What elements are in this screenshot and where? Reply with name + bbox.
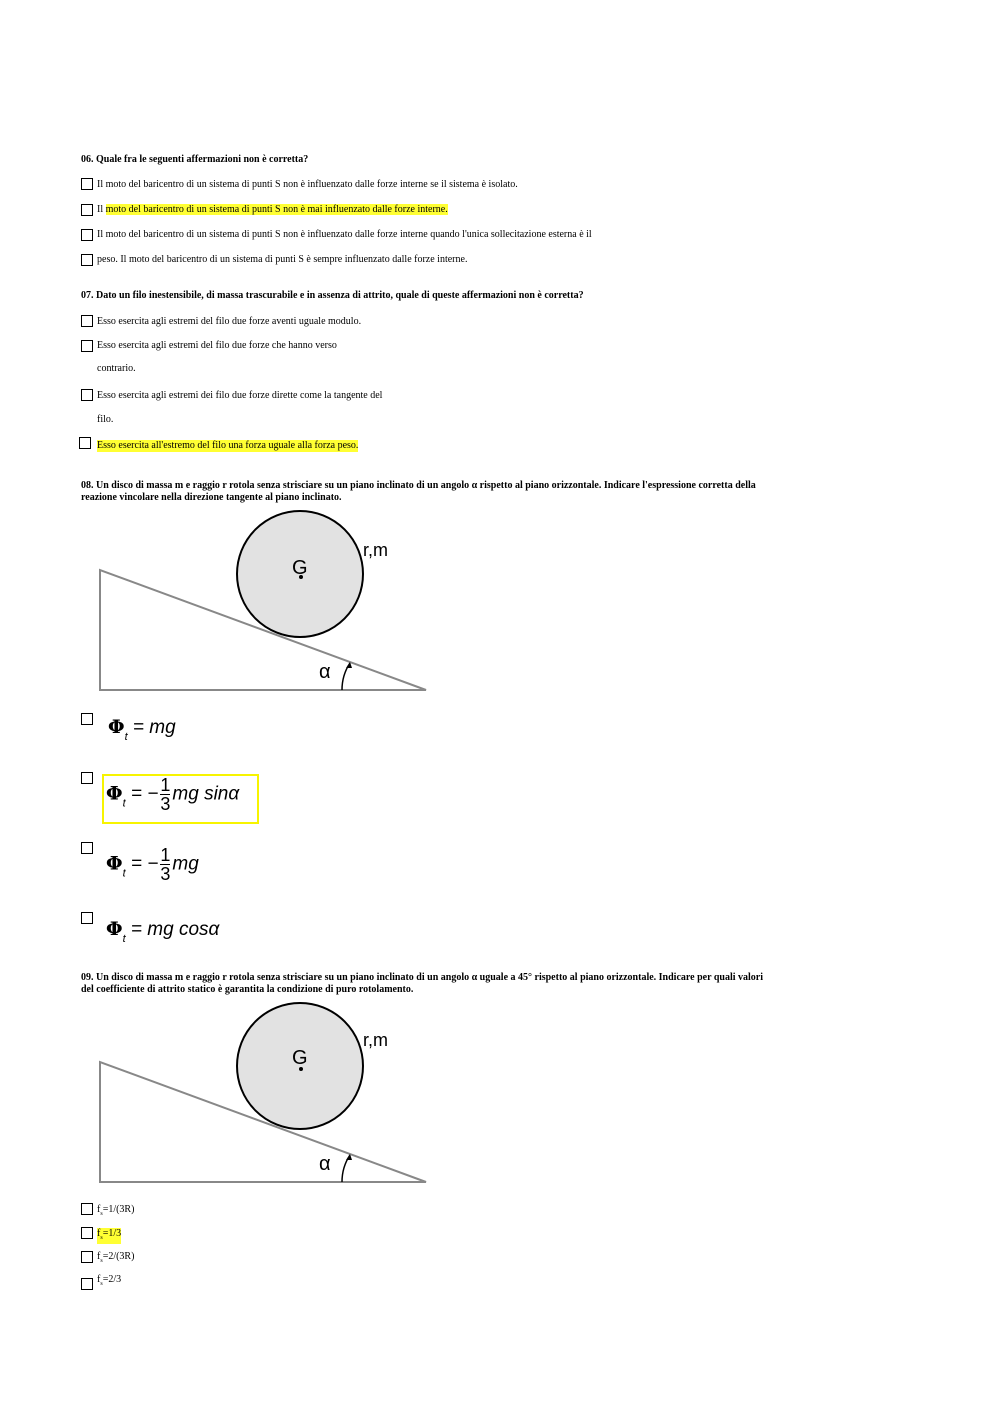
checkbox-06-d[interactable] <box>81 254 93 266</box>
checkbox-07-a[interactable] <box>81 315 93 327</box>
formula-08-a: $\Phi_t$ = mg <box>108 716 176 743</box>
angle-label: α <box>319 1153 331 1175</box>
inclined-plane-figure-09 <box>0 1002 460 1192</box>
option-07-a: Esso esercita agli estremi del filo due forze aventi uguale modulo. <box>97 316 362 327</box>
checkbox-09-c[interactable] <box>81 1251 93 1263</box>
question-07: 07. Dato un filo inestensibile, di massa trascurabile e in assenza di attrito, quale di queste affermazioni non è corretta? <box>81 290 584 301</box>
option-06-a: Il moto del baricentro di un sistema di punti S non è influenzato dalle forze interne se il sistema è isolato. <box>97 179 518 190</box>
checkbox-08-a[interactable] <box>81 713 93 725</box>
question-06: 06. Quale fra le seguenti affermazioni non è corretta? <box>81 154 309 165</box>
checkbox-08-d[interactable] <box>81 912 93 924</box>
option-09-b: $f_s=1/3$ <box>97 1228 121 1244</box>
checkbox-06-a[interactable] <box>81 178 93 190</box>
option-07-d: Esso esercita all'estremo del filo una forza uguale alla forza peso. <box>97 440 359 451</box>
formula-08-b: $\Phi_t$ = − $\frac{1}{3}$ mg sinα <box>106 775 240 814</box>
option-07-c: Esso esercita agli estremi dei filo due forze dirette come la tangente del <box>97 390 383 401</box>
checkbox-07-b[interactable] <box>81 340 93 352</box>
option-09-d: $f_s=2/3$ <box>97 1274 122 1287</box>
formula-08-d: $\Phi_t$ = mg cosα <box>106 918 220 945</box>
option-07-b: Esso esercita agli estremi del filo due forze che hanno verso <box>97 340 337 351</box>
option-09-c: $f_s=2/(3R)$ <box>97 1251 135 1264</box>
option-06-d: peso. Il moto del baricentro di un sistema di punti S è sempre influenzato dalle forze interne. <box>97 254 468 265</box>
center-label: G <box>292 557 308 579</box>
radius-label: r,m <box>363 540 388 560</box>
inclined-plane-figure-08 <box>0 510 460 700</box>
checkbox-09-a[interactable] <box>81 1203 93 1215</box>
checkbox-06-c[interactable] <box>81 229 93 241</box>
option-06-c: Il moto del baricentro di un sistema di punti S non è influenzato dalle forze interne quando l'unica sollecitazione esterna è il <box>97 229 592 240</box>
question-09-line1: 09. Un disco di massa m e raggio r rotola senza strisciare su un piano inclinato di un angolo α uguale a 45° rispetto al piano orizzontale. Indicare per quali valori <box>81 972 764 983</box>
center-label: G <box>292 1047 308 1069</box>
checkbox-08-b[interactable] <box>81 772 93 784</box>
option-06-b: Il moto del baricentro di un sistema di punti S non è mai influenzato dalle forze interne. <box>97 204 448 215</box>
option-07-b-cont: contrario. <box>97 363 136 374</box>
formula-08-c: $\Phi_t$ = − $\frac{1}{3}$ mg <box>106 845 199 884</box>
option-06-b-highlight: moto del baricentro di un sistema di punti S non è mai influenzato dalle forze interne. <box>105 204 448 215</box>
question-09-line2: del coefficiente di attrito statico è garantita la condizione di puro rotolamento. <box>81 984 414 995</box>
checkbox-06-b[interactable] <box>81 204 93 216</box>
question-08-line1: 08. Un disco di massa m e raggio r rotola senza strisciare su un piano inclinato di un angolo α rispetto al piano orizzontale. Indicare l'espressione corretta della <box>81 480 756 491</box>
option-09-a: $f_s=1/(3R)$ <box>97 1204 135 1217</box>
checkbox-09-b[interactable] <box>81 1227 93 1239</box>
radius-label: r,m <box>363 1030 388 1050</box>
checkbox-07-c[interactable] <box>81 389 93 401</box>
checkbox-09-d[interactable] <box>81 1278 93 1290</box>
angle-label: α <box>319 661 331 683</box>
checkbox-08-c[interactable] <box>81 842 93 854</box>
checkbox-07-d[interactable] <box>79 437 91 449</box>
question-08-line2: reazione vincolare nella direzione tangente al piano inclinato. <box>81 492 342 503</box>
option-07-c-cont: filo. <box>97 414 114 425</box>
